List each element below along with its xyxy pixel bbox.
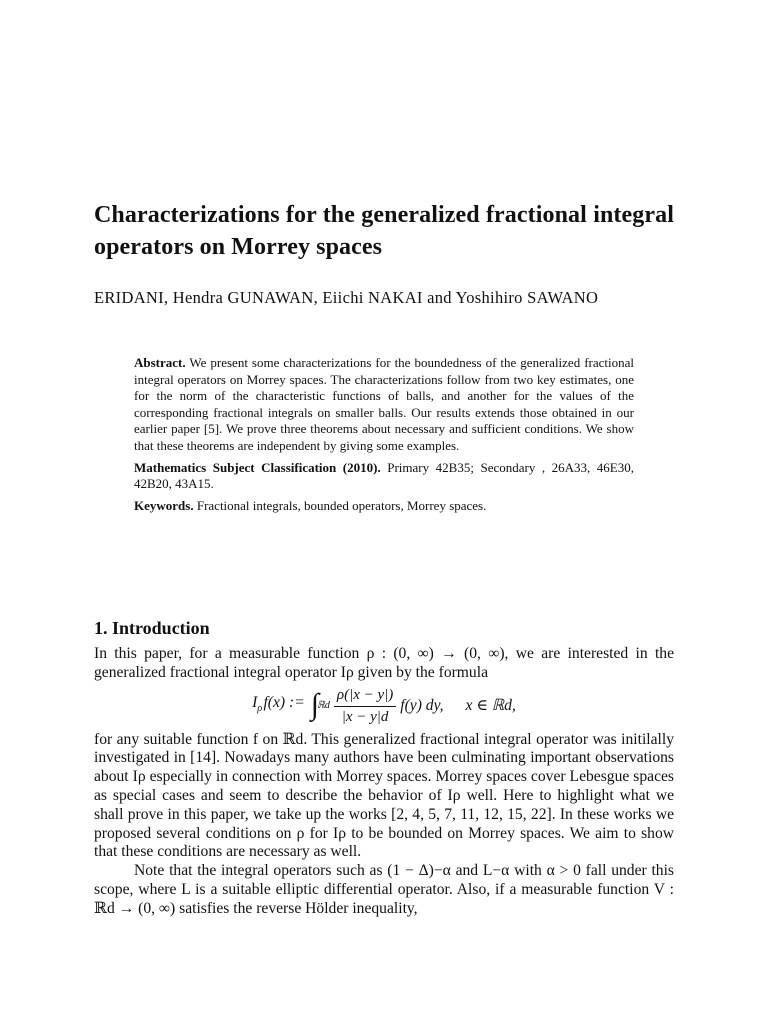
abstract-label: Abstract.: [134, 355, 186, 370]
formula-condition: x ∈ ℝd,: [465, 697, 516, 715]
fraction-denominator: |x − y|d: [341, 709, 389, 726]
paper-title: Characterizations for the generalized fractional integral operators on Morrey spaces: [94, 202, 674, 260]
fraction-numerator: ρ(|x − y|): [334, 686, 396, 707]
paragraph-intro: In this paper, for a measurable function ρ : (0, ∞) → (0, ∞), we are interested in the generalized fractional integral operator Iρ given by the formula: [94, 645, 674, 681]
integral-domain: ℝd: [316, 700, 330, 712]
msc-label: Mathematics Subject Classification (2010).: [134, 459, 381, 475]
msc-text: Primary 42B35; Secondary , 26A33, 46E30, 42B20, 43A15.: [134, 459, 634, 492]
keywords-label: Keywords.: [134, 497, 194, 513]
msc-paragraph: [134, 460, 634, 493]
body-text: [94, 645, 674, 919]
abstract-block: [134, 355, 634, 519]
integral-sign: ∫: [310, 687, 319, 721]
formula-after: f(y) dy,: [400, 697, 444, 715]
abstract-text: We present some characterizations for the boundedness of the generalized fractional integral operators on Morrey spaces. The characterizations follow from two key estimates, one for the norm of the characteristic functions of balls, and another for the values of the corresponding fractional integrals on smaller balls. Our results extends those obtained in our earlier paper [5]. We prove three theorems about necessary and sufficient conditions. We show that these theorems are independent by giving some examples.: [134, 355, 634, 453]
paragraph-after-formula: for any suitable function f on ℝd. This generalized fractional integral operator was initilally investigated in [14]. Nowadays many authors have been culminating important observations about Iρ especially in connection with Morrey spaces. Morrey spaces cover Lebesgue spaces as special cases and seem to describe the behavior of Iρ well. Here to highlight what we shall prove in this paper, we take up the works [2, 4, 5, 7, 11, 12, 15, 22]. In these works we proposed several conditions on ρ for Iρ to be bounded on Morrey spaces. We aim to show that these conditions are necessary as well.: [94, 730, 674, 861]
paragraph-note: Note that the integral operators such as (1 − Δ)−α and L−α with α > 0 fall under this scope, where L is a suitable elliptic differential operator. Also, if a measurable function V : ℝd → (0, ∞) satisfies the reverse Hölder inequality,: [94, 862, 674, 917]
formula-fraction: [334, 686, 396, 727]
display-formula: [94, 683, 674, 731]
abstract-paragraph: [134, 355, 634, 455]
keywords-paragraph: [134, 498, 634, 515]
paper-authors: ERIDANI, Hendra GUNAWAN, Eiichi NAKAI and Yoshihiro SAWANO: [94, 288, 599, 307]
keywords-text: Fractional integrals, bounded operators, Morrey spaces.: [196, 497, 487, 513]
formula-lhs: $I_\rho$ f(x) :=: [252, 694, 305, 715]
section-heading: 1. Introduction: [94, 618, 210, 638]
